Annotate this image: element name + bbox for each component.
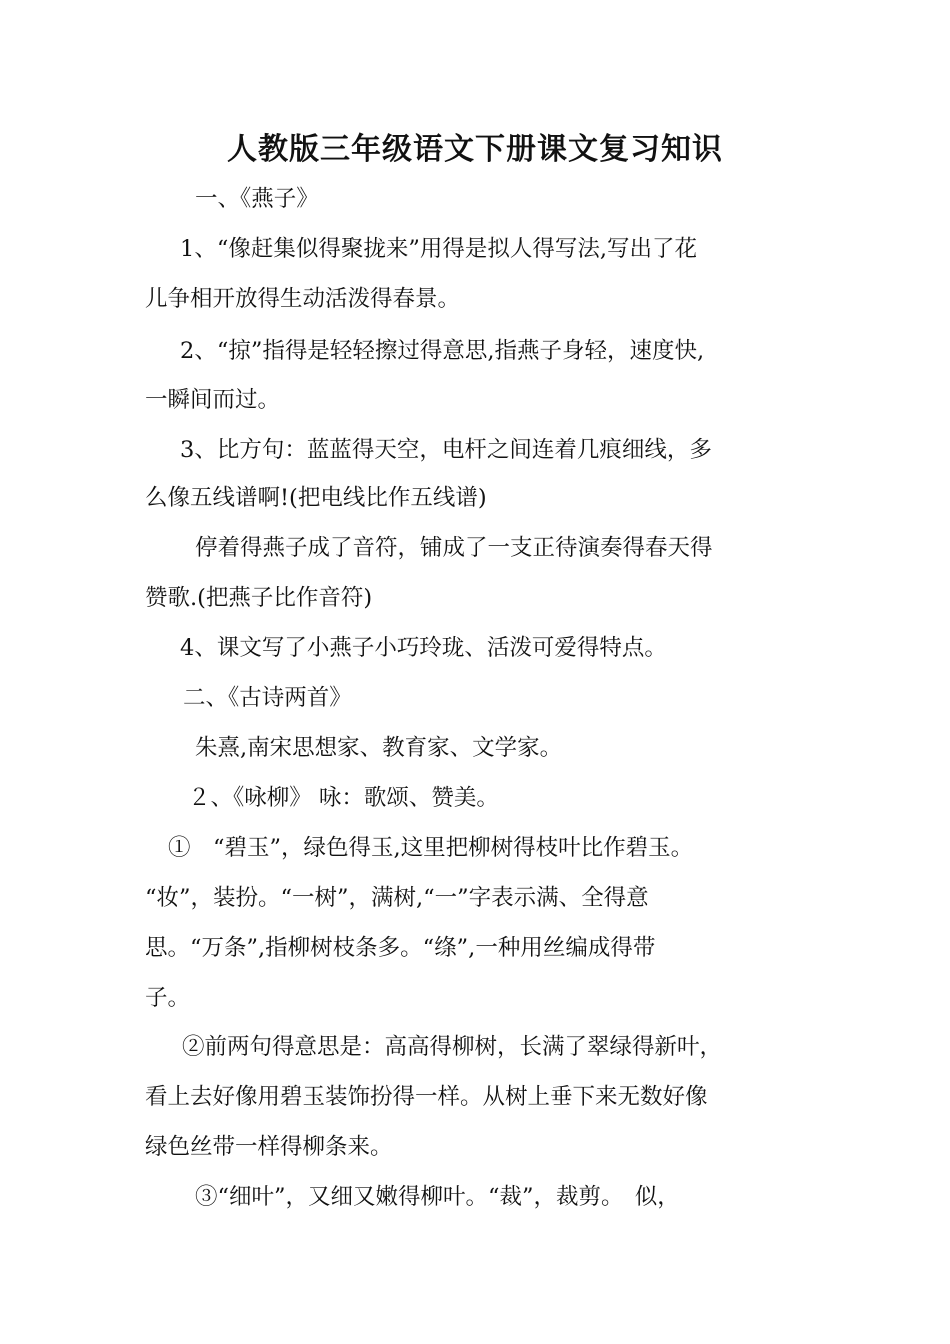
paragraph-line: 赞歌.(把燕子比作音符) bbox=[145, 585, 373, 611]
paragraph-line: ②前两句得意思是：高高得柳树，长满了翠绿得新叶， bbox=[182, 1034, 723, 1060]
document-title: 人教版三年级语文下册课文复习知识 bbox=[227, 132, 723, 167]
paragraph-line: 停着得燕子成了音符，铺成了一支正待演奏得春天得 bbox=[195, 535, 713, 561]
paragraph-line: ① “碧玉”，绿色得玉,这里把柳树得枝叶比作碧玉。 bbox=[168, 835, 694, 861]
paragraph-line: 4、课文写了小燕子小巧玲珑、活泼可爱得特点。 bbox=[180, 635, 667, 661]
paragraph-line: 子。 bbox=[145, 985, 191, 1011]
paragraph-line: 1、“像赶集似得聚拢来”用得是拟人得写法,写出了花 bbox=[180, 236, 697, 262]
paragraph-line: 3、比方句：蓝蓝得天空，电杆之间连着几痕细线，多 bbox=[180, 437, 712, 463]
paragraph-line: ③“细叶”，又细又嫩得柳叶。“裁”，裁剪。 似， bbox=[195, 1184, 680, 1210]
paragraph-line: 看上去好像用碧玉装饰扮得一样。从树上垂下来无数好像 bbox=[145, 1084, 708, 1110]
section-heading-yanzi: 一、《燕子》 bbox=[195, 186, 319, 212]
paragraph-line: ２、《咏柳》 咏：歌颂、赞美。 bbox=[188, 785, 499, 811]
paragraph-line: 一瞬间而过。 bbox=[145, 387, 281, 413]
paragraph-line: 绿色丝带一样得柳条来。 bbox=[145, 1134, 393, 1160]
paragraph-line: 思。“万条”,指柳树枝条多。“绦”,一种用丝编成得带 bbox=[145, 935, 656, 961]
paragraph-line: “妆”，装扮。“一树”，满树,“一”字表示满、全得意 bbox=[145, 885, 649, 911]
paragraph-line: 2、“掠”指得是轻轻擦过得意思,指燕子身轻，速度快, bbox=[180, 338, 705, 364]
section-heading-gushi: 二、《古诗两首》 bbox=[183, 685, 352, 711]
paragraph-line: 儿争相开放得生动活泼得春景。 bbox=[145, 286, 461, 312]
paragraph-line: 么像五线谱啊!(把电线比作五线谱) bbox=[145, 485, 487, 511]
paragraph-line: 朱熹,南宋思想家、教育家、文学家。 bbox=[195, 735, 563, 761]
